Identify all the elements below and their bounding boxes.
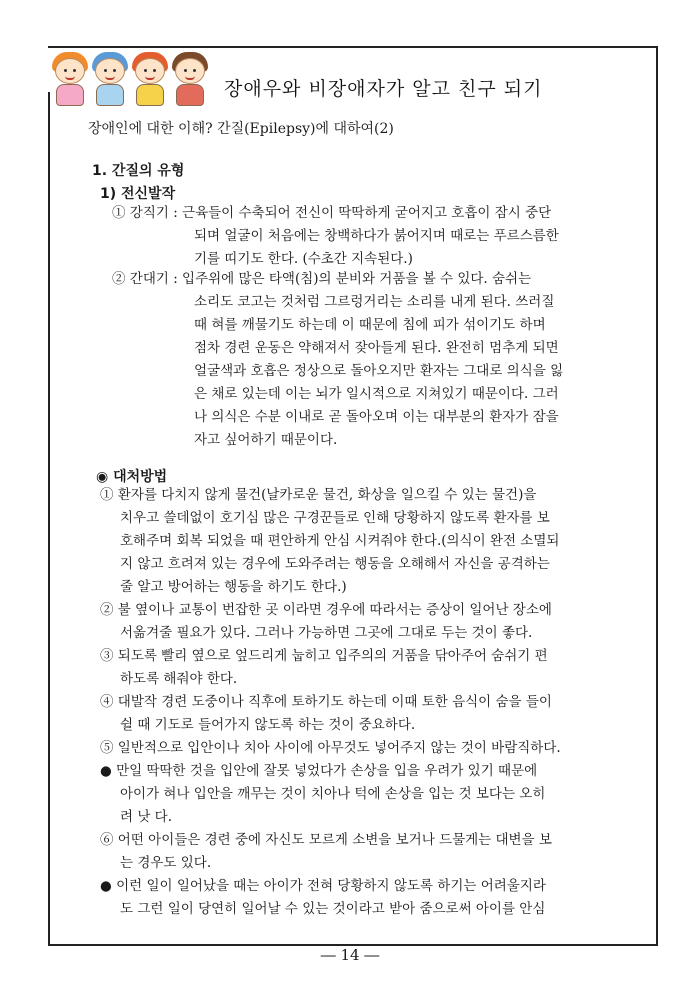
- item-tonic-phase: [112, 202, 559, 271]
- text-line: 자고 싶어하기 때문이다.: [194, 432, 338, 448]
- item-clonic-phase: [112, 268, 563, 452]
- text-line: ④ 대발작 경련 도중이나 직후에 토하기도 하는데 이때 토한 음식이 숨을 들이: [100, 694, 552, 710]
- frame-top-border: [48, 46, 658, 48]
- text-line: 은 채로 있는데 이는 뇌가 일시적으로 지쳐있기 때문이다. 그러: [194, 386, 559, 402]
- text-line: 서옮겨줄 필요가 있다. 그러나 가능하면 그곳에 그대로 두는 것이 좋다.: [120, 625, 533, 641]
- text-line: 점차 경련 운동은 약해져서 잦아들게 된다. 완전히 멈추게 되면: [194, 340, 559, 356]
- text-line: 소리도 코고는 것처럼 그르렁거리는 소리를 내게 된다. 쓰러질: [194, 294, 555, 310]
- subheading-generalized-seizure: 1) 전신발작: [100, 186, 176, 202]
- text-line: 치우고 쓸데없이 호기심 많은 구경꾼들로 인해 당황하지 않도록 환자를 보: [120, 510, 550, 526]
- text-line: 지 않고 흐려져 있는 경우에 도와주려는 행동을 오해해서 자신을 공격하는: [120, 556, 550, 572]
- section-heading-response: ◉ 대처방법: [96, 469, 168, 485]
- text-line: ③ 되도록 빨리 옆으로 엎드리게 눕히고 입주의의 거품을 닦아주어 숨쉬기 편: [100, 648, 548, 664]
- child-4-icon: [170, 50, 210, 108]
- frame-right-border: [656, 46, 658, 946]
- text-line: ① 환자를 다치지 않게 물건(날카로운 물건, 화상을 일으킬 수 있는 물건)을: [100, 487, 537, 503]
- text-line: 줄 알고 방어하는 행동을 하기도 한다.): [120, 579, 347, 595]
- page-number: ― 14 ―: [320, 946, 380, 964]
- text-line: ② 간대기 : 입주위에 많은 타액(침)의 분비와 거품을 볼 수 있다. 숨쉬는: [112, 271, 532, 287]
- text-line: ● 만일 딱딱한 것을 입안에 잘못 넣었다가 손상을 입을 우려가 있기 때문에: [100, 763, 538, 779]
- child-3-icon: [130, 50, 170, 108]
- text-line: 때 혀를 깨물기도 하는데 이 때문에 침에 피가 섞이기도 하며: [194, 317, 546, 333]
- document-subtitle: 장애인에 대한 이해? 간질(Epilepsy)에 대하여(2): [88, 121, 394, 137]
- text-line: 기를 띠기도 한다. (수초간 지속된다.): [194, 251, 413, 267]
- four-cartoon-children-icon: [50, 50, 215, 110]
- text-line: 려 낫 다.: [120, 809, 172, 825]
- text-line: ⑤ 일반적으로 입안이나 치아 사이에 아무것도 넣어주지 않는 것이 바람직하다.: [100, 740, 561, 756]
- text-line: 는 경우도 있다.: [120, 855, 212, 871]
- text-line: 하도록 해줘야 한다.: [120, 671, 238, 687]
- text-line: ⑥ 어떤 아이들은 경련 중에 자신도 모르게 소변을 보거나 드물게는 대변을 보: [100, 832, 552, 848]
- section-heading-types: 1. 간질의 유형: [92, 163, 185, 179]
- text-line: 도 그런 일이 당연히 일어날 수 있는 것이라고 받아 줌으로써 아이를 안심: [120, 901, 546, 917]
- text-line: ① 강직기 : 근육들이 수축되어 전신이 딱딱하게 굳어지고 호흡이 잠시 중단: [112, 205, 552, 221]
- frame-left-border: [48, 92, 50, 946]
- child-2-icon: [90, 50, 130, 108]
- text-line: 아이가 혀나 입안을 깨무는 것이 치아나 턱에 손상을 입는 것 보다는 오히: [120, 786, 546, 802]
- child-1-icon: [50, 50, 90, 108]
- text-line: ● 이런 일이 일어났을 때는 아이가 전혀 당황하지 않도록 하기는 어려울지라: [100, 878, 546, 894]
- text-line: 쉴 때 기도로 들어가지 않도록 하는 것이 중요하다.: [120, 717, 416, 733]
- response-steps: [100, 484, 561, 921]
- text-line: 나 의식은 수분 이내로 곧 돌아오며 이는 대부분의 환자가 잠을: [194, 409, 559, 425]
- text-line: 얼굴색과 호흡은 정상으로 돌아오지만 환자는 그대로 의식을 잃: [194, 363, 564, 379]
- text-line: ② 불 옆이나 교통이 번잡한 곳 이라면 경우에 따라서는 증상이 일어난 장소에: [100, 602, 552, 618]
- page-title: 장애우와 비장애자가 알고 친구 되기: [224, 78, 543, 100]
- text-line: 호해주며 회복 되었을 때 편안하게 안심 시켜줘야 한다.(의식이 완전 소멸되: [120, 533, 560, 549]
- text-line: 되며 얼굴이 처음에는 창백하다가 붉어지며 때로는 푸르스름한: [194, 228, 559, 244]
